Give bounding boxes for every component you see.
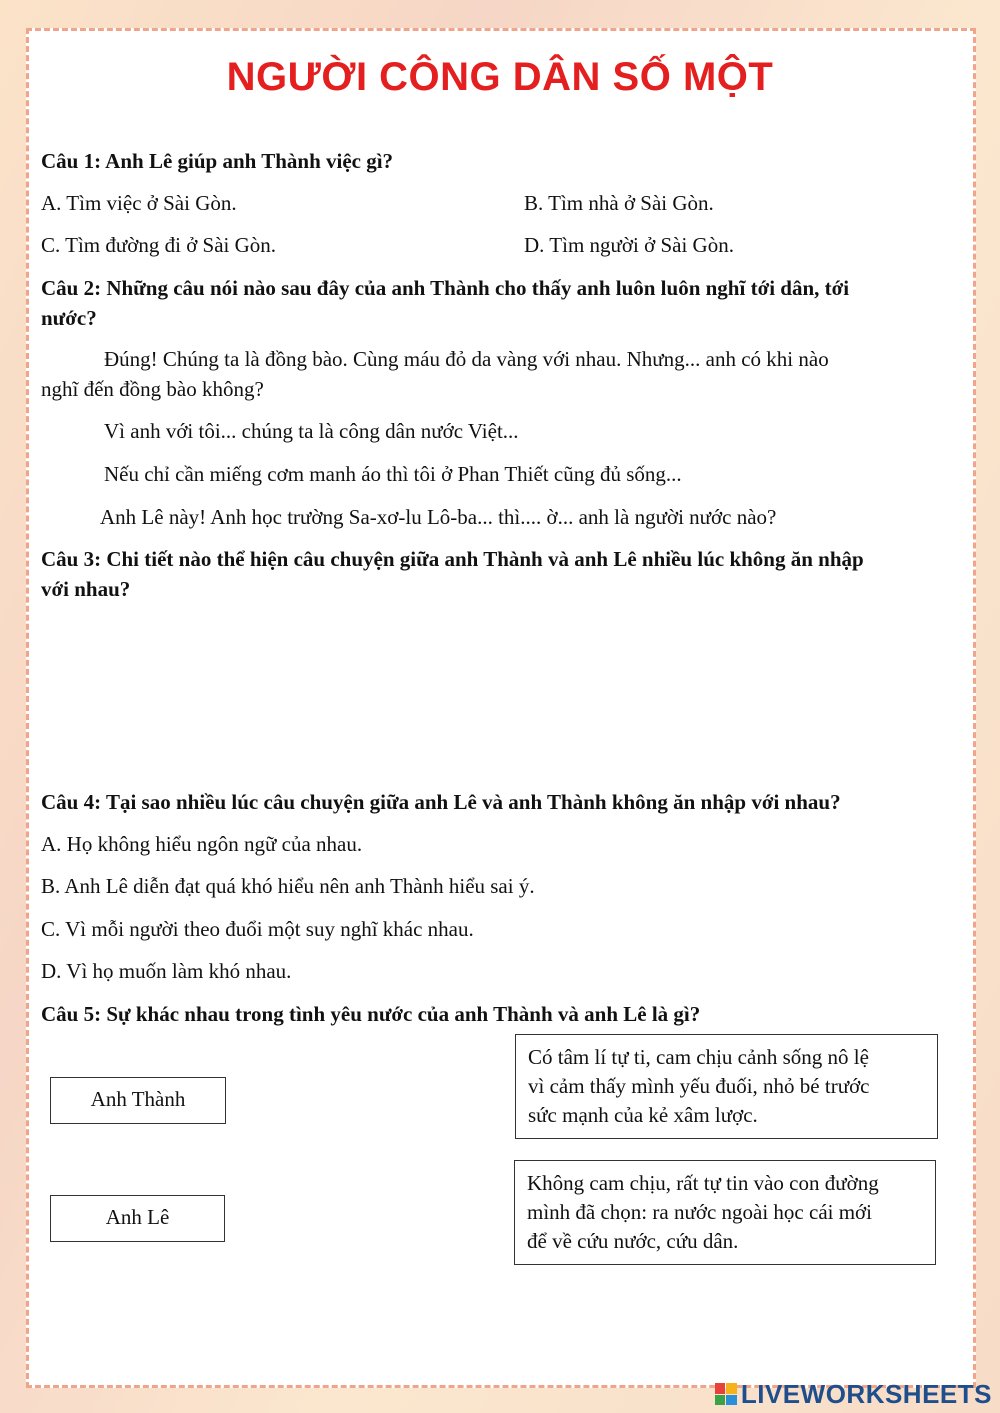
q4-option-d[interactable]: D. Vì họ muốn làm khó nhau. (41, 959, 292, 983)
match-target-line: Có tâm lí tự ti, cam chịu cảnh sống nô lệ (528, 1045, 869, 1069)
brand-name: LIVEWORKSHEETS (740, 1378, 992, 1409)
match-target-line: mình đã chọn: ra nước ngoài học cái mới (527, 1200, 872, 1224)
match-target-line: để về cứu nước, cứu dân. (527, 1229, 739, 1253)
q2-quote-2[interactable]: Vì anh với tôi... chúng ta là công dân nước Việt... (104, 419, 519, 443)
liveworksheets-logo (715, 1379, 992, 1409)
q2-quote-1-line-2[interactable]: nghĩ đến đồng bào không? (41, 377, 264, 401)
liveworksheets-logo-icon (715, 1383, 737, 1405)
question-2-line-2: nước? (41, 306, 97, 330)
q2-quote-3[interactable]: Nếu chỉ cần miếng cơm manh áo thì tôi ở Phan Thiết cũng đủ sống... (104, 462, 682, 486)
q1-option-b[interactable]: B. Tìm nhà ở Sài Gòn. (524, 191, 714, 215)
question-3-line-1: Câu 3: Chi tiết nào thể hiện câu chuyện giữa anh Thành và anh Lê nhiều lúc không ăn nhập (41, 547, 864, 571)
q4-option-c[interactable]: C. Vì mỗi người theo đuổi một suy nghĩ khác nhau. (41, 917, 474, 941)
question-5: Câu 5: Sự khác nhau trong tình yêu nước của anh Thành và anh Lê là gì? (41, 1002, 701, 1026)
question-1: Câu 1: Anh Lê giúp anh Thành việc gì? (41, 149, 394, 173)
q1-option-d[interactable]: D. Tìm người ở Sài Gòn. (524, 233, 734, 257)
match-target-1[interactable] (515, 1034, 938, 1139)
match-item-label: Anh Lê (105, 1205, 170, 1229)
match-target-line: Không cam chịu, rất tự tin vào con đường (527, 1171, 879, 1195)
q3-answer-area[interactable] (41, 612, 956, 782)
q1-option-a[interactable]: A. Tìm việc ở Sài Gòn. (41, 191, 237, 215)
match-item-anh-thanh[interactable] (50, 1077, 226, 1124)
match-item-label: Anh Thành (90, 1087, 186, 1111)
question-2-line-1: Câu 2: Những câu nói nào sau đây của anh Thành cho thấy anh luôn luôn nghĩ tới dân, tới (41, 276, 850, 300)
match-target-2[interactable] (514, 1160, 936, 1265)
question-3-line-2: với nhau? (41, 577, 131, 601)
match-item-anh-le[interactable] (50, 1195, 225, 1242)
question-4: Câu 4: Tại sao nhiều lúc câu chuyện giữa anh Lê và anh Thành không ăn nhập với nhau? (41, 790, 841, 814)
q2-quote-1-line-1[interactable]: Đúng! Chúng ta là đồng bào. Cùng máu đỏ da vàng với nhau. Nhưng... anh có khi nào (104, 347, 829, 371)
page-title: NGƯỜI CÔNG DÂN SỐ MỘT (226, 55, 774, 99)
match-target-line: sức mạnh của kẻ xâm lược. (528, 1103, 758, 1127)
q1-option-c[interactable]: C. Tìm đường đi ở Sài Gòn. (41, 233, 277, 257)
q4-option-b[interactable]: B. Anh Lê diễn đạt quá khó hiểu nên anh Thành hiểu sai ý. (41, 874, 535, 898)
q4-option-a[interactable]: A. Họ không hiểu ngôn ngữ của nhau. (41, 832, 363, 856)
match-target-line: vì cảm thấy mình yếu đuối, nhỏ bé trước (528, 1074, 870, 1098)
q2-quote-4[interactable]: Anh Lê này! Anh học trường Sa-xơ-lu Lô-ba... thì.... ờ... anh là người nước nào? (100, 505, 777, 529)
